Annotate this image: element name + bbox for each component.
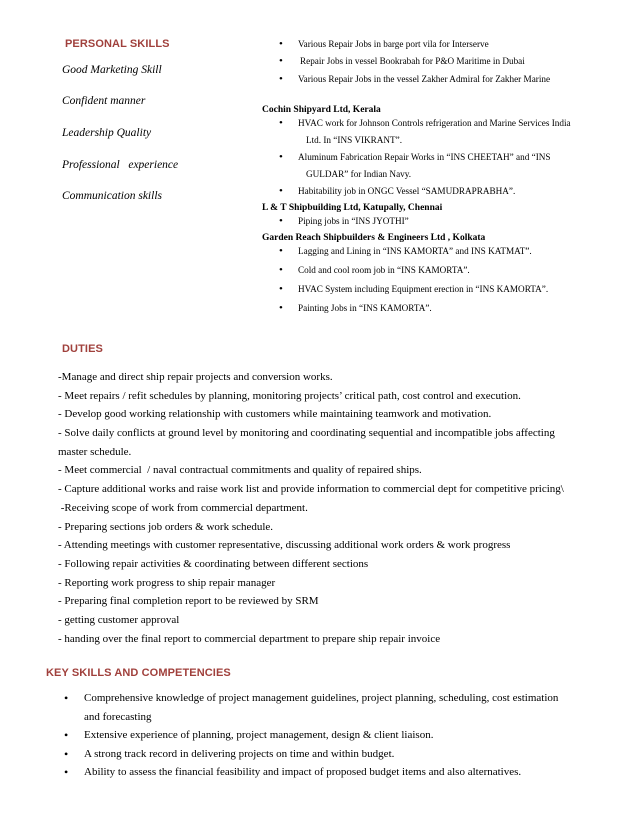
job-text: Lagging and Lining in “INS KAMORTA” and INS KATMAT”. bbox=[298, 246, 532, 256]
key-skill-text: Ability to assess the financial feasibility and impact of proposed budget items and also alternatives. bbox=[84, 766, 522, 778]
duty-line: - Following repair activities & coordinating between different sections bbox=[58, 557, 369, 570]
duty-line: - Meet commercial / naval contractual commitments and quality of repaired ships. bbox=[58, 464, 422, 477]
duty-line: - Develop good working relationship with customers while maintaining teamwork and motivation. bbox=[58, 408, 492, 421]
duty-line: - Solve daily conflicts at ground level by monitoring and coordinating sequential and incompatible jobs affecting bbox=[58, 427, 555, 440]
list-item bbox=[262, 264, 632, 283]
key-skills-list bbox=[62, 689, 634, 782]
duty-line: - handing over the final report to commercial department to prepare ship repair invoice bbox=[58, 632, 441, 645]
skill-item: Good Marketing Skill bbox=[62, 64, 162, 76]
company-job-list bbox=[262, 117, 632, 201]
list-item bbox=[262, 283, 632, 302]
job-text-cont: GULDAR” for Indian Navy. bbox=[306, 169, 412, 179]
duty-line: -Manage and direct ship repair projects and conversion works. bbox=[58, 371, 333, 383]
job-text: HVAC System including Equipment erection in “INS KAMORTA”. bbox=[298, 284, 549, 294]
list-item bbox=[62, 763, 634, 782]
job-text: Various Repair Jobs in the vessel Zakher Admiral for Zakher Marine bbox=[298, 74, 551, 84]
experience-column bbox=[262, 38, 632, 321]
duty-line: - Preparing sections job orders & work schedule. bbox=[58, 520, 274, 533]
list-item bbox=[62, 689, 634, 726]
key-skills-heading: KEY SKILLS AND COMPETENCIES bbox=[46, 667, 231, 679]
skill-item: Communication skills bbox=[62, 190, 162, 202]
job-text: Piping jobs in “INS JYOTHI” bbox=[298, 216, 409, 226]
company-job-list bbox=[262, 215, 632, 231]
duty-line: - Capture additional works and raise work list and provide information to commercial dept for competitive pricing\ bbox=[58, 483, 564, 496]
list-item bbox=[262, 38, 632, 55]
list-item bbox=[262, 215, 632, 231]
duties-heading: DUTIES bbox=[62, 343, 103, 355]
job-text: Cold and cool room job in “INS KAMORTA”. bbox=[298, 265, 470, 275]
list-item bbox=[62, 726, 634, 745]
job-text: Painting Jobs in “INS KAMORTA”. bbox=[298, 303, 432, 313]
job-text-cont: Ltd. In “INS VIKRANT”. bbox=[306, 135, 403, 145]
job-text: HVAC work for Johnson Controls refrigeration and Marine Services India bbox=[298, 118, 571, 128]
job-text: Aluminum Fabrication Repair Works in “INS CHEETAH” and “INS bbox=[298, 152, 551, 162]
company-name: L & T Shipbuilding Ltd, Katupally, Chennai bbox=[262, 203, 443, 213]
list-item bbox=[262, 55, 632, 73]
intro-job-list bbox=[262, 38, 632, 103]
list-item bbox=[262, 151, 632, 185]
job-text: Repair Jobs in vessel Bookrabah for P&O Maritime in Dubai bbox=[300, 56, 525, 66]
company-job-list bbox=[262, 245, 632, 321]
list-item bbox=[262, 73, 632, 103]
duty-line: master schedule. bbox=[58, 445, 132, 458]
duty-line: - Attending meetings with customer representative, discussing additional work orders & work progress bbox=[58, 539, 511, 552]
skill-item: Leadership Quality bbox=[62, 127, 152, 139]
key-skill-text: A strong track record in delivering projects on time and within budget. bbox=[84, 747, 395, 760]
duty-line: - Preparing final completion report to be reviewed by SRM bbox=[58, 595, 319, 608]
company-name: Garden Reach Shipbuilders & Engineers Ltd , Kolkata bbox=[262, 233, 486, 243]
key-skill-text: Comprehensive knowledge of project management guidelines, project planning, scheduling, cost estimation bbox=[84, 692, 559, 704]
job-text: Habitability job in ONGC Vessel “SAMUDRAPRABHA”. bbox=[298, 186, 516, 196]
list-item bbox=[262, 245, 632, 264]
skill-item: Professional experience bbox=[62, 159, 179, 171]
duty-line: - Reporting work progress to ship repair manager bbox=[58, 576, 276, 589]
duty-line: - getting customer approval bbox=[58, 613, 180, 626]
list-item bbox=[262, 302, 632, 321]
personal-skills-heading: PERSONAL SKILLS bbox=[65, 38, 170, 50]
key-skill-text-cont: and forecasting bbox=[84, 710, 152, 723]
duty-line: -Receiving scope of work from commercial department. bbox=[58, 501, 308, 514]
company-name: Cochin Shipyard Ltd, Kerala bbox=[262, 105, 381, 115]
list-item bbox=[262, 117, 632, 151]
duty-line: - Meet repairs / refit schedules by planning, monitoring projects’ critical path, cost control and execution. bbox=[58, 389, 521, 402]
job-text: Various Repair Jobs in barge port vila for Interserve bbox=[298, 39, 489, 49]
list-item bbox=[62, 745, 634, 764]
key-skill-text: Extensive experience of planning, project management, design & client liaison. bbox=[84, 729, 434, 741]
duties-list bbox=[58, 368, 634, 648]
skill-item: Confident manner bbox=[62, 95, 146, 107]
list-item bbox=[262, 185, 632, 201]
